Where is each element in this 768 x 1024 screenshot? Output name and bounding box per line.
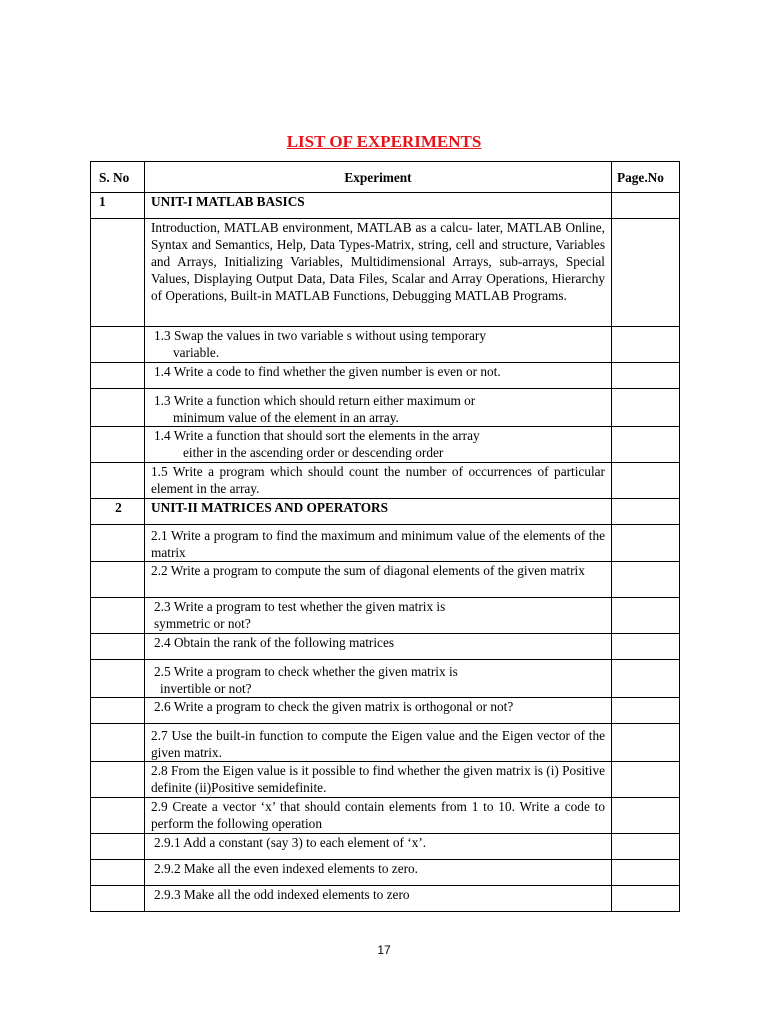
experiment-line: variable. (173, 345, 220, 360)
experiment-cell: 2.7 Use the built-in function to compute the Eigen value and the Eigen vector of the given matrix. (145, 724, 612, 762)
table-row (91, 427, 680, 463)
page-cell (612, 525, 680, 562)
table-row (91, 598, 680, 634)
table-row (91, 660, 680, 698)
experiment-cell: 2.1 Write a program to find the maximum and minimum value of the elements of the matrix (145, 525, 612, 562)
intro-text: Introduction, MATLAB environment, MATLAB as a calcu- later, MATLAB Online, Syntax and Semantics, Help, Data Types-Matrix, string, cell and structure, Variables and Arrays, Initializing Variables, Multidimensional Arrays, sub-arrays, Special Values, Displaying Output Data, Data Files, Scalar and Array Operations, Hierarchy of Operations, Built-in MATLAB Functions, Debugging MATLAB Programs. (145, 219, 612, 327)
page-cell (612, 724, 680, 762)
unit-title: UNIT-I MATLAB BASICS (145, 193, 612, 219)
unit-sno: 2 (91, 499, 145, 525)
unit-sno: 1 (91, 193, 145, 219)
experiment-cell (145, 389, 612, 427)
experiment-line: 2.6 Write a program to check the given matrix is orthogonal or not? (154, 699, 514, 714)
page-cell (612, 660, 680, 698)
experiment-cell: 1.5 Write a program which should count the number of occurrences of particular element in the array. (145, 463, 612, 499)
table-row (91, 634, 680, 660)
experiment-line: 2.3 Write a program to test whether the given matrix is (154, 599, 446, 614)
experiment-line: symmetric or not? (154, 616, 251, 631)
experiment-cell (145, 698, 612, 724)
experiment-cell: 2.8 From the Eigen value is it possible to find whether the given matrix is (i) Positive definite (ii)Positive semidefinite. (145, 762, 612, 798)
page-cell (612, 219, 680, 327)
experiment-cell (145, 427, 612, 463)
table-row (91, 562, 680, 598)
experiment-cell (145, 886, 612, 912)
page-cell (612, 499, 680, 525)
page-cell (612, 463, 680, 499)
table-row (91, 363, 680, 389)
table-row (91, 327, 680, 363)
experiment-line: invertible or not? (160, 681, 252, 696)
experiment-cell (145, 834, 612, 860)
page-cell (612, 389, 680, 427)
experiment-cell: 2.2 Write a program to compute the sum of diagonal elements of the given matrix (145, 562, 612, 598)
page-title: LIST OF EXPERIMENTS (286, 132, 482, 151)
table-row (91, 860, 680, 886)
table-row (91, 219, 680, 327)
table-row (91, 886, 680, 912)
page-cell (612, 698, 680, 724)
experiment-cell: 2.9 Create a vector ‘x’ that should contain elements from 1 to 10. Write a code to perform the following operation (145, 798, 612, 834)
experiment-line: 2.9.3 Make all the odd indexed elements to zero (154, 887, 410, 902)
unit-row (91, 193, 680, 219)
page-cell (612, 598, 680, 634)
experiment-cell (145, 860, 612, 886)
experiment-line: minimum value of the element in an array. (173, 410, 399, 425)
experiment-line: 2.5 Write a program to check whether the given matrix is (154, 664, 458, 679)
page-cell (612, 834, 680, 860)
page-cell (612, 363, 680, 389)
page-number: 17 (377, 943, 391, 957)
header-sno: S. No (91, 162, 145, 193)
experiment-line: 1.3 Swap the values in two variable s without using temporary (154, 328, 486, 343)
experiment-cell (145, 634, 612, 660)
experiment-cell (145, 363, 612, 389)
table-row (91, 389, 680, 427)
experiment-line: 2.4 Obtain the rank of the following matrices (154, 635, 395, 650)
page-cell (612, 193, 680, 219)
experiments-table (90, 161, 680, 912)
page-cell (612, 634, 680, 660)
page-cell (612, 327, 680, 363)
page-cell (612, 562, 680, 598)
experiment-line: 2.9.2 Make all the even indexed elements to zero. (154, 861, 418, 876)
table-row (91, 798, 680, 834)
table-row (91, 698, 680, 724)
table-row (91, 834, 680, 860)
page-cell (612, 798, 680, 834)
page-cell (612, 860, 680, 886)
header-page: Page.No (612, 162, 680, 193)
table-row (91, 463, 680, 499)
page-cell (612, 427, 680, 463)
experiment-cell (145, 327, 612, 363)
experiment-line: 1.3 Write a function which should return either maximum or (154, 393, 476, 408)
page-cell (612, 762, 680, 798)
table-row (91, 525, 680, 562)
experiment-cell (145, 660, 612, 698)
table-row (91, 724, 680, 762)
header-experiment: Experiment (145, 162, 612, 193)
unit-row (91, 499, 680, 525)
experiment-line: 1.4 Write a function that should sort the elements in the array (154, 428, 480, 443)
experiment-line: either in the ascending order or descending order (183, 445, 444, 460)
table-header-row (91, 162, 680, 193)
experiment-line: 2.9.1 Add a constant (say 3) to each element of ‘x’. (154, 835, 427, 850)
experiment-cell (145, 598, 612, 634)
experiment-line: 1.4 Write a code to find whether the given number is even or not. (154, 364, 501, 379)
table-row (91, 762, 680, 798)
unit-title: UNIT-II MATRICES AND OPERATORS (145, 499, 612, 525)
page-cell (612, 886, 680, 912)
